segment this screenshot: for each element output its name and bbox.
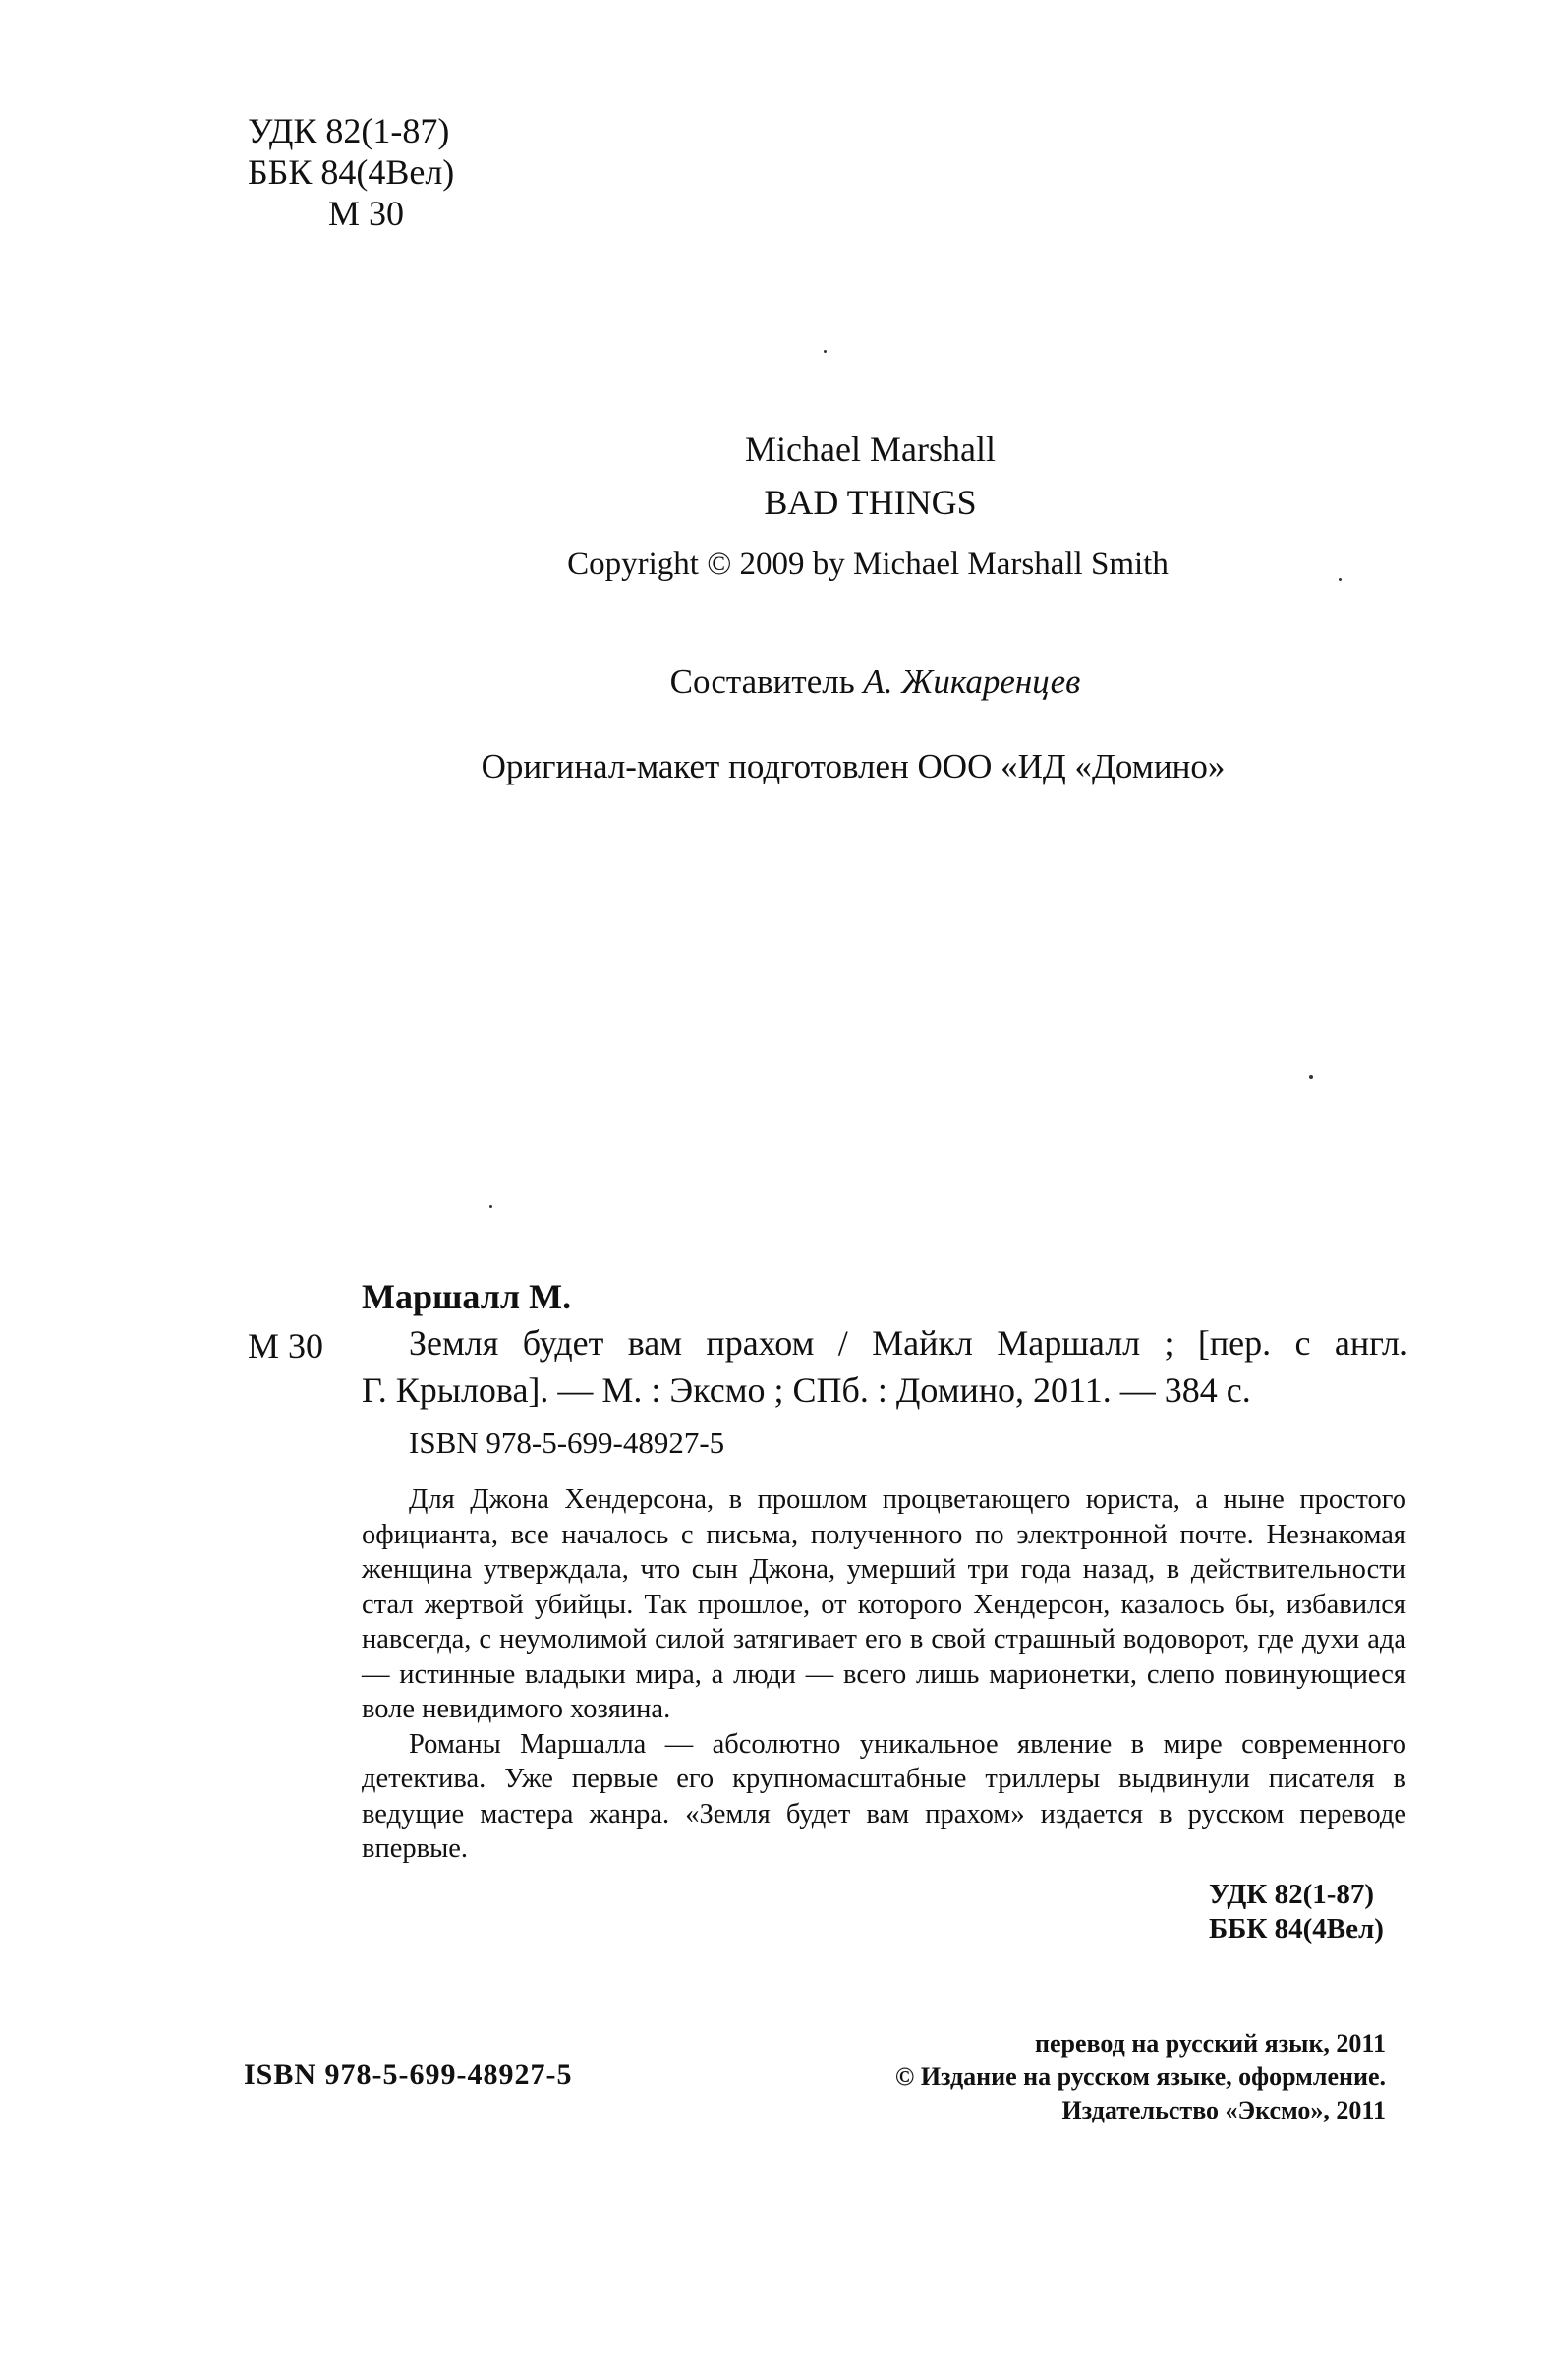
annotation-paragraph-2: Романы Маршалла — абсолютно уникальное явление в мире современного детектива. Уже первые его крупномасштабные триллеры выдвинули писателя в ведущие мастера жанра. «Земля будет вам прахом» издается в русском переводе впервые. — [362, 1728, 1406, 1864]
compiler-name: А. Жикаренцев — [863, 663, 1081, 701]
print-speck — [1309, 1075, 1313, 1079]
catalog-entry-line-2: Г. Крылова]. — М. : Эксмо ; СПб. : Домино, 2011. — 384 с. — [362, 1370, 1251, 1410]
layout-note: Оригинал-макет подготовлен ООО «ИД «Домино» — [481, 747, 1226, 785]
print-speck — [489, 1205, 492, 1208]
original-title: BAD THINGS — [764, 483, 977, 522]
original-copyright: Copyright © 2009 by Michael Marshall Smith — [567, 547, 1169, 582]
catalog-cutter: М 30 — [248, 1326, 324, 1365]
classification-block — [248, 110, 454, 234]
annotation-paragraph-1: Для Джона Хендерсона, в прошлом процветающего юриста, а ныне простого официанта, все началось с письма, полученного по электронной почте. Незнакомая женщина утверждала, что сын Джона, умерший три года назад, в действительности стал жертвой убийцы. Так прошлое, от которого Хендерсон, казалось бы, избавился навсегда, с неумолимой силой затягивает его в свой страшный водоворот, где духи ада — истинные владыки мира, а люди — всего лишь марионетки, слепо повинующиеся воле невидимого хозяина. — [362, 1484, 1406, 1724]
bottom-classification — [1209, 1878, 1384, 1946]
cutter-mark: М 30 — [328, 194, 405, 233]
isbn-bottom: ISBN 978-5-699-48927-5 — [244, 2059, 573, 2091]
catalog-entry-line-1: Земля будет вам прахом / Майкл Маршалл ; [пер. с англ. — [409, 1323, 1408, 1363]
catalog-author: Маршалл М. — [362, 1277, 572, 1316]
original-author: Michael Marshall — [745, 430, 996, 469]
bbk-code: ББК 84(4Вел) — [248, 152, 455, 192]
print-speck — [1339, 578, 1342, 581]
copyright-note-edition: © Издание на русском языке, оформление. — [894, 2062, 1386, 2091]
bottom-bbk-code: ББК 84(4Вел) — [1209, 1913, 1384, 1945]
compiler-label: Составитель — [669, 663, 855, 701]
annotation — [362, 1482, 1406, 1867]
print-speck — [824, 350, 827, 353]
bottom-udk-code: УДК 82(1-87) — [1209, 1879, 1375, 1910]
copyright-note-publisher: Издательство «Эксмо», 2011 — [1061, 2096, 1386, 2124]
udk-code: УДК 82(1-87) — [248, 111, 450, 150]
catalog-isbn: ISBN 978-5-699-48927-5 — [409, 1425, 725, 1460]
catalog-entry — [362, 1319, 1408, 1414]
copyright-note-translation: перевод на русский язык, 2011 — [1035, 2029, 1386, 2058]
compiler-line — [0, 663, 1544, 702]
copyright-notes — [816, 2027, 1386, 2127]
